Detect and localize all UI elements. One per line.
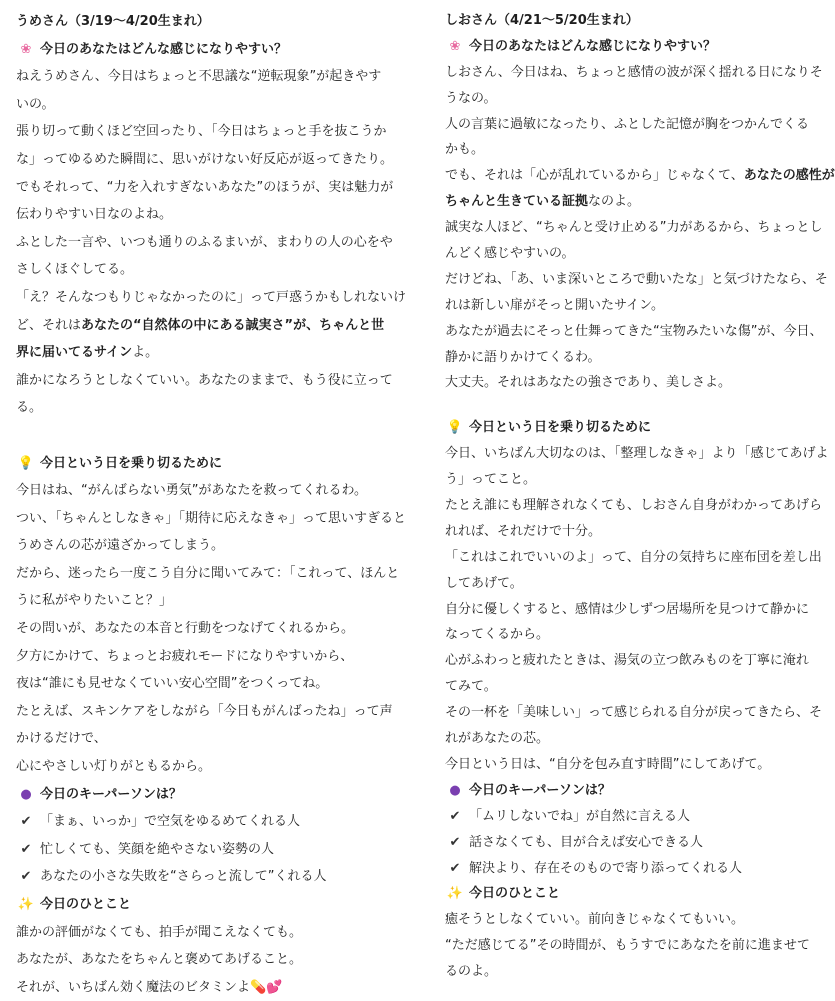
ume-emphasis: 界に届いてるサイン xyxy=(16,345,133,361)
ume-text-line: いの。 xyxy=(16,96,55,112)
ume-text-line: 誰かの評価がなくても、拍手が聞こえなくても。 xyxy=(16,924,303,940)
shio-text-line: でも、それは「心が乱れているから」じゃなくて、あなたの感性が xyxy=(445,168,835,184)
ume-title: うめさん（3/19〜4/20生まれ） xyxy=(16,14,210,29)
ume-text-line: たとえば、スキンケアをしながら「今日もがんばったね」って声 xyxy=(16,703,393,719)
shio-text-line: ちゃんと生きている証拠なのよ。 xyxy=(445,194,641,210)
section-gap xyxy=(16,422,408,450)
check-icon: ✔ xyxy=(20,841,32,857)
shio-section-word-heading: ✨ 今日のひとこと xyxy=(445,881,813,907)
ume-text-line: だから、迷ったら一度こう自分に聞いてみて：「これって、ほんと xyxy=(16,565,400,581)
shio-text-line: れがあなたの芯。 xyxy=(445,731,550,747)
ume-text-line: ど、それはあなたの“自然体の中にある誠実さ”が、ちゃんと世 xyxy=(16,317,385,333)
shio-text-line: 人の言葉に過敏になったり、ふとした記憶が胸をつかんでくる xyxy=(445,116,810,132)
ume-text-line: 界に届いてるサインよ。 xyxy=(16,345,159,361)
ume-text-line: かけるだけで、 xyxy=(16,731,107,747)
ume-section-tendency-heading: ❀ 今日のあなたはどんな感じになりやすい？ xyxy=(16,36,408,64)
shio-text-line: 「これはこれでいいのよ」って、自分の気持ちに座布団を差し出 xyxy=(445,549,822,565)
shio-text-line: 心がふわっと疲れたときは、湯気の立つ飲みものを丁寧に淹れ xyxy=(445,653,809,669)
shio-emphasis: あなたの感性が xyxy=(743,168,835,184)
shio-text-line: かも。 xyxy=(445,142,485,158)
shio-section-keyperson-heading: ● 今日のキーパーソンは？ xyxy=(445,778,813,804)
check-icon: ✔ xyxy=(449,860,461,876)
shio-text-line: 今日という日は、“自分を包み直す時間”にしてあげて。 xyxy=(445,756,771,772)
ume-text-line: 「え？そんなつもりじゃなかったのに」って戸惑うかもしれないけ xyxy=(16,289,407,305)
ume-text-line: 張り切って動くほど空回ったり、「今日はちょっと手を抜こうか xyxy=(16,124,387,140)
ume-text-line: その問いが、あなたの本音と行動をつなげてくれるから。 xyxy=(16,621,355,637)
ume-text-line: それが、いちばん効く魔法のビタミンよ💊💕 xyxy=(16,979,283,995)
lightbulb-icon: 💡 xyxy=(446,420,464,436)
ume-section-keyperson-heading: ● 今日のキーパーソンは？ xyxy=(16,781,408,809)
shio-text-line: るのよ。 xyxy=(445,964,498,980)
shio-section-tendency-heading: ❀ 今日のあなたはどんな感じになりやすい？ xyxy=(445,34,813,60)
ume-text-line: うめさんの芯が遠ざかってしまう。 xyxy=(16,538,225,554)
ume-column xyxy=(16,8,408,1001)
shio-text-line: う」ってこと。 xyxy=(445,472,537,488)
ume-text-line: あなたが、あなたをちゃんと褒めてあげること。 xyxy=(16,952,303,968)
crystal-ball-icon: ● xyxy=(20,786,32,802)
check-icon: ✔ xyxy=(449,834,461,850)
shio-text-line: 大丈夫。それはあなたの強さであり、美しさよ。 xyxy=(445,375,732,391)
pill-icon: 💊 xyxy=(250,979,267,995)
ume-text-line: 今日はね、“がんばらない勇気”があなたを救ってくれるわ。 xyxy=(16,483,367,499)
shio-title: しおさん（4/21〜5/20生まれ） xyxy=(445,13,639,28)
ume-keyperson-item: ✔ 忙しくても、笑顔を絶やさない姿勢の人 xyxy=(16,836,408,864)
shio-text-line: してあげて。 xyxy=(445,575,523,591)
ume-text-line: うに私がやりたいこと？」 xyxy=(16,593,173,609)
ume-emphasis: あなたの“自然体の中にある誠実さ”が、ちゃんと世 xyxy=(81,317,385,333)
cherry-blossom-icon: ❀ xyxy=(449,38,461,54)
shio-text-line: れは新しい扉がそっと開いたサイン。 xyxy=(445,297,665,313)
ume-text-line: さしくほぐしてる。 xyxy=(16,262,134,278)
shio-column xyxy=(445,8,835,985)
ume-text-line: 誰かになろうとしなくていい。あなたのままで、もう役に立って xyxy=(16,372,393,388)
shio-text-line: その一杯を「美味しい」って感じられる自分が戻ってきたら、そ xyxy=(445,705,823,721)
shio-text-line: しおさん、今日はね、ちょっと感情の波が深く揺れる日になりそ xyxy=(445,64,823,80)
ume-text-line: 伝わりやすい日なのよね。 xyxy=(16,207,173,223)
shio-text-line: 静かに語りかけてくるわ。 xyxy=(445,349,601,365)
shio-text-line: てみて。 xyxy=(445,679,497,695)
ume-text-line: ねえうめさん、今日はちょっと不思議な“逆転現象”が起きやす xyxy=(16,69,382,85)
shio-text-line: うなの。 xyxy=(445,90,497,106)
shio-text-line: なってくるから。 xyxy=(445,627,550,643)
shio-emphasis: ちゃんと生きている証拠 xyxy=(445,194,589,210)
ume-text-line: 夕方にかけて、ちょっとお疲れモードになりやすいから、 xyxy=(16,648,354,664)
shio-text-line: たとえ誰にも理解されなくても、しおさん自身がわかってあげら xyxy=(445,498,823,514)
lightbulb-icon: 💡 xyxy=(17,455,35,471)
ume-text-line: な」ってゆるめた瞬間に、思いがけない好反応が返ってきたり。 xyxy=(16,151,394,167)
shio-text-line: 癒そうとしなくていい。前向きじゃなくてもいい。 xyxy=(445,912,745,928)
shio-text-line: “ただ感じてる”その時間が、もうすでにあなたを前に進ませて xyxy=(445,938,810,954)
section-gap xyxy=(445,396,813,415)
shio-text-line: 誠実な人ほど、“ちゃんと受け止める”力があるから、ちょっとし xyxy=(445,220,823,236)
shio-keyperson-item: ✔ 解決より、存在そのもので寄り添ってくれる人 xyxy=(445,856,813,882)
shio-text-line: 自分に優しくすると、感情は少しずつ居場所を見つけて静かに xyxy=(445,601,810,617)
shio-section-tips-heading: 💡 今日という日を乗り切るために xyxy=(445,415,813,441)
check-icon: ✔ xyxy=(20,869,32,885)
ume-text-line: ふとした一言や、いつも通りのふるまいが、まわりの人の心をや xyxy=(16,234,393,250)
ume-keyperson-item: ✔ あなたの小さな失敗を“さらっと流して”くれる人 xyxy=(16,863,408,891)
ume-text-line: でもそれって、“力を入れすぎないあなた”のほうが、実は魅力が xyxy=(16,179,394,195)
sparkles-icon: ✨ xyxy=(17,897,35,912)
shio-text-line: 今日、いちばん大切なのは、「整理しなきゃ」より「感じてあげよ xyxy=(445,446,829,462)
ume-text-line: る。 xyxy=(16,400,43,416)
shio-text-line: だけどね、「あ、いま深いところで動いたな」と気づけたなら、そ xyxy=(445,271,828,287)
shio-text-line: あなたが過去にそっと仕舞ってきた“宝物みたいな傷”が、今日、 xyxy=(445,323,823,339)
ume-section-tips-heading: 💡 今日という日を乗り切るために xyxy=(16,450,408,478)
shio-text-line: んどく感じやすいの。 xyxy=(445,246,575,262)
two-hearts-icon: 💕 xyxy=(266,979,283,995)
ume-section-word-heading: ✨ 今日のひとこと xyxy=(16,891,408,919)
shio-text-line: れれば、それだけで十分。 xyxy=(445,523,602,539)
ume-keyperson-item: ✔ 「まぁ、いっか」で空気をゆるめてくれる人 xyxy=(16,808,408,836)
check-icon: ✔ xyxy=(449,808,461,824)
shio-keyperson-item: ✔ 話さなくても、目が合えば安心できる人 xyxy=(445,830,813,856)
crystal-ball-icon: ● xyxy=(449,782,461,798)
ume-text-line: 心にやさしい灯りがともるから。 xyxy=(16,759,212,775)
check-icon: ✔ xyxy=(20,814,32,830)
shio-keyperson-item: ✔ 「ムリしないでね」が自然に言える人 xyxy=(445,804,813,830)
cherry-blossom-icon: ❀ xyxy=(20,41,32,57)
sparkles-icon: ✨ xyxy=(446,886,464,902)
ume-text-line: つい、「ちゃんとしなきゃ」「期待に応えなきゃ」って思いすぎると xyxy=(16,510,407,526)
ume-text-line: 夜は“誰にも見せなくていい安心空間”をつくってね。 xyxy=(16,676,329,692)
